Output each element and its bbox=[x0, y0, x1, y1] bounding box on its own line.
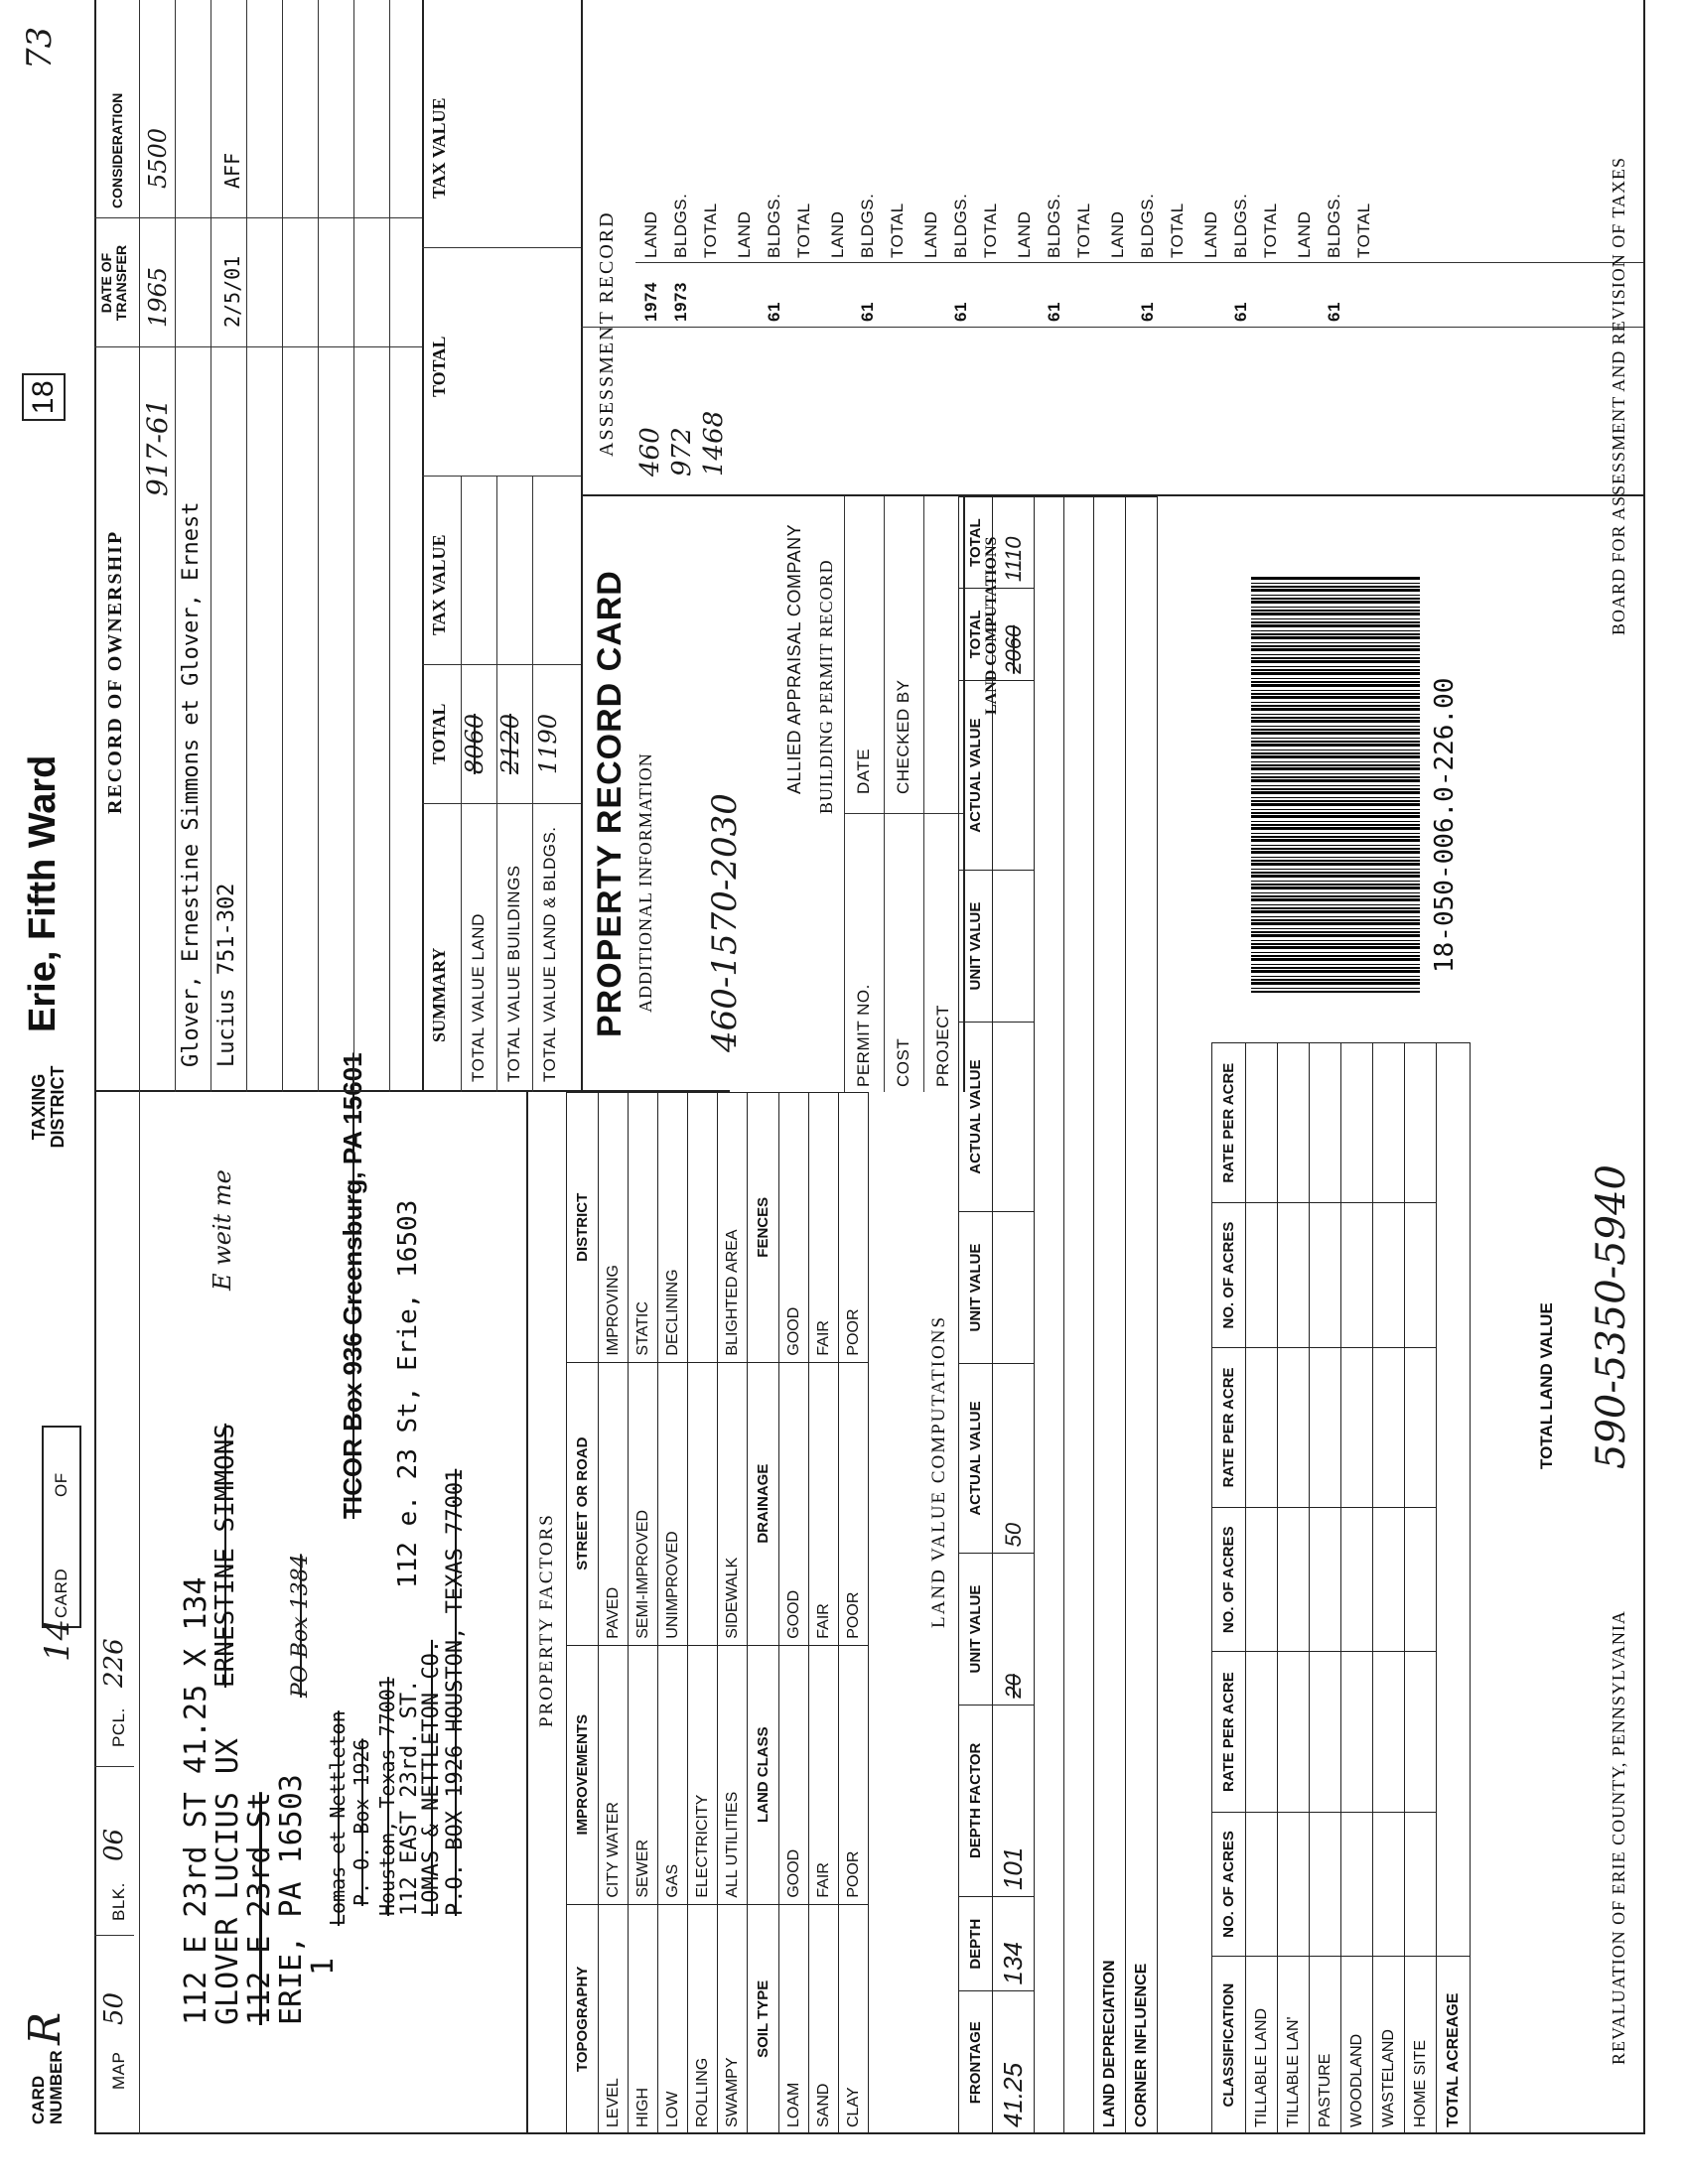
lv-depth: 134 bbox=[993, 1897, 1035, 1991]
owner-line: P. O. Box 1926 bbox=[350, 1738, 373, 1906]
lv-cell bbox=[993, 680, 1035, 871]
summary-total-label: TOTAL bbox=[429, 703, 449, 764]
drainage-item: FAIR bbox=[809, 1362, 839, 1645]
class-col-rate: RATE PER ACRE bbox=[1212, 1347, 1246, 1507]
parcel-barcode bbox=[1251, 576, 1420, 993]
class-col-rate: RATE PER ACRE bbox=[1212, 1652, 1246, 1812]
property-factors-table bbox=[566, 1092, 869, 2134]
summary-row-total: 2120 bbox=[496, 713, 524, 774]
right-total-label: TOTAL bbox=[429, 336, 449, 397]
blk-label: BLK. bbox=[109, 1882, 128, 1921]
class-item: WOODLAND bbox=[1341, 1957, 1373, 2134]
district-item: STATIC bbox=[629, 1093, 658, 1363]
summary-tax-value-label: TAX VALUE bbox=[429, 534, 449, 635]
assessment-label: TOTAL bbox=[1261, 203, 1280, 258]
card-number-label: CARD NUMBER bbox=[29, 2050, 66, 2124]
corner-number: 73 bbox=[20, 26, 60, 69]
assessment-label: TOTAL bbox=[981, 203, 1000, 258]
record-card-title: PROPERTY RECORD CARD bbox=[591, 570, 629, 1037]
fences-item: POOR bbox=[839, 1093, 869, 1363]
district-item: BLIGHTED AREA bbox=[718, 1093, 748, 1363]
checked-by-label: CHECKED BY bbox=[894, 679, 912, 794]
additional-info-handwritten: 460-1570-2030 bbox=[705, 793, 745, 1052]
lv-col-depth: DEPTH bbox=[959, 1897, 993, 1991]
class-col-acres: NO. OF ACRES bbox=[1212, 1508, 1246, 1653]
blk-value: 06 bbox=[99, 1828, 129, 1861]
assessment-year: 61 bbox=[1231, 302, 1250, 322]
street-item: PAVED bbox=[599, 1362, 629, 1645]
soil-type-header: SOIL TYPE bbox=[748, 1904, 779, 2133]
land-depreciation-label: LAND DEPRECIATION bbox=[1094, 497, 1126, 2134]
land-computations-label: LAND COMPUTATIONS bbox=[983, 536, 1000, 715]
assessment-rows bbox=[635, 0, 1643, 328]
of-label: OF bbox=[52, 1472, 70, 1497]
assessment-handwritten: 1468 bbox=[699, 410, 729, 477]
permit-date-label: DATE bbox=[854, 748, 873, 794]
assessment-label: LAND bbox=[921, 210, 940, 258]
class-item: PASTURE bbox=[1310, 1957, 1341, 2134]
lv-col-actual-value: ACTUAL VALUE bbox=[959, 680, 993, 871]
class-item: WASTELAND bbox=[1373, 1957, 1405, 2134]
lv-col-total: TOTAL bbox=[959, 497, 993, 589]
assessment-label: LAND bbox=[1295, 210, 1314, 258]
date-of-transfer-label: DATE OF TRANSFER bbox=[98, 244, 129, 322]
footer-handwritten: 590-5350-5940 bbox=[1589, 1164, 1634, 1469]
assessment-year: 1973 bbox=[671, 282, 690, 322]
class-item: TILLABLE LAND bbox=[1246, 1957, 1278, 2134]
assessment-label: BLDGS. bbox=[1325, 193, 1343, 258]
summary-row-label: TOTAL VALUE BUILDINGS bbox=[504, 865, 523, 1082]
lv-col-depth-factor: DEPTH FACTOR bbox=[959, 1705, 993, 1896]
assessment-year: 61 bbox=[765, 302, 783, 322]
lv-cell bbox=[993, 1022, 1035, 1212]
land-class-header: LAND CLASS bbox=[748, 1645, 779, 1904]
assessment-label: LAND bbox=[1201, 210, 1220, 258]
district-item: IMPROVING bbox=[599, 1093, 629, 1363]
lv-blank-row bbox=[1035, 497, 1064, 2134]
land-class-item: GOOD bbox=[779, 1645, 809, 1904]
assessment-label: LAND bbox=[1108, 210, 1127, 258]
ownership-title: RECORD OF OWNERSHIP bbox=[104, 529, 126, 814]
owner-line: 112 EAST 23rd. ST. bbox=[397, 1679, 422, 1916]
map-value: 50 bbox=[99, 1991, 129, 2025]
class-col-acres: NO. OF ACRES bbox=[1212, 1812, 1246, 1957]
fences-item: FAIR bbox=[809, 1093, 839, 1363]
soil-type-item: SAND bbox=[809, 1904, 839, 2133]
ownership-row-date: 2/5/01 bbox=[220, 255, 244, 328]
assessment-label: BLDGS. bbox=[858, 193, 877, 258]
additional-info-label: ADDITIONAL INFORMATION bbox=[635, 752, 655, 1013]
ownership-row-name: Lucius 751-302 bbox=[214, 883, 239, 1067]
summary-row-label: TOTAL VALUE LAND & BLDGS. bbox=[540, 826, 559, 1082]
owner-line: ERIE, PA 16503 bbox=[274, 1774, 309, 2025]
lv-col-unit-value: UNIT VALUE bbox=[959, 1212, 993, 1363]
street-item: SIDEWALK bbox=[718, 1362, 748, 1645]
lv-actual-value: 50 bbox=[993, 1363, 1035, 1554]
assessment-handwritten: 460 bbox=[635, 427, 665, 477]
improvements-item: SEWER bbox=[629, 1645, 658, 1904]
assessment-year: 61 bbox=[1325, 302, 1343, 322]
lv-cell bbox=[993, 871, 1035, 1022]
assessment-label: BLDGS. bbox=[671, 193, 690, 258]
project-label: PROJECT bbox=[933, 1005, 952, 1087]
fences-header: FENCES bbox=[748, 1093, 779, 1363]
total-land-value-label: TOTAL LAND VALUE bbox=[1537, 1302, 1556, 1469]
owner-line: ERNESTINE SIMMONS bbox=[210, 1423, 240, 1688]
ownership-row-name: 917-61 bbox=[141, 398, 174, 496]
assessment-year: 61 bbox=[1138, 302, 1157, 322]
class-col-rate: RATE PER ACRE bbox=[1212, 1043, 1246, 1203]
boxed-number-value: 18 bbox=[27, 379, 60, 415]
improvements-item: CITY WATER bbox=[599, 1645, 629, 1904]
lv-blank-row bbox=[1064, 497, 1094, 2134]
topography-item: HIGH bbox=[629, 1904, 658, 2133]
lv-total: 1110 bbox=[993, 497, 1035, 589]
map-label: MAP bbox=[109, 2051, 128, 2090]
assessment-label: BLDGS. bbox=[1138, 193, 1157, 258]
card-box-value: 14 bbox=[38, 1618, 77, 1662]
topography-header: TOPOGRAPHY bbox=[567, 1904, 599, 2133]
drainage-item: GOOD bbox=[779, 1362, 809, 1645]
assessment-label: TOTAL bbox=[1168, 203, 1187, 258]
improvements-header: IMPROVEMENTS bbox=[567, 1645, 599, 1904]
owner-line: 1 bbox=[306, 1957, 341, 1976]
assessment-label: BLDGS. bbox=[765, 193, 783, 258]
ownership-row-date: 1965 bbox=[144, 266, 172, 328]
district-item: DECLINING bbox=[658, 1093, 688, 1363]
assessment-label: TOTAL bbox=[794, 203, 813, 258]
card-number-value: R bbox=[20, 2011, 70, 2045]
assessment-label: LAND bbox=[735, 210, 754, 258]
owner-line: LOMAS & NETTLETON CO. bbox=[419, 1639, 444, 1916]
footer-right: BOARD FOR ASSESSMENT AND REVISION OF TAXES bbox=[1609, 157, 1628, 635]
lv-frontage: 41.25 bbox=[993, 1991, 1035, 2134]
improvements-item: ALL UTILITIES bbox=[718, 1645, 748, 1904]
permit-cost-label: COST bbox=[894, 1037, 912, 1087]
assessment-label: TOTAL bbox=[1074, 203, 1093, 258]
drainage-item: POOR bbox=[839, 1362, 869, 1645]
owner-handwritten: E weit me bbox=[209, 1169, 236, 1291]
appraisal-company: ALLIED APPRAISAL COMPANY bbox=[784, 523, 804, 794]
taxing-district-value: Erie, Fifth Ward bbox=[22, 754, 64, 1032]
fences-item: GOOD bbox=[779, 1093, 809, 1363]
district-header: DISTRICT bbox=[567, 1093, 599, 1363]
assessment-label: TOTAL bbox=[701, 203, 720, 258]
land-class-item: FAIR bbox=[809, 1645, 839, 1904]
class-col-classification: CLASSIFICATION bbox=[1212, 1957, 1246, 2134]
lv-cell bbox=[993, 1212, 1035, 1363]
lv-col-frontage: FRONTAGE bbox=[959, 1991, 993, 2134]
owner-line: Houston, Texas 77001 bbox=[375, 1677, 399, 1916]
assessment-label: TOTAL bbox=[888, 203, 907, 258]
district-item bbox=[688, 1093, 718, 1363]
footer-left: REVALUATION OF ERIE COUNTY, PENNSYLVANIA bbox=[1609, 1610, 1628, 2065]
soil-type-item: LOAM bbox=[779, 1904, 809, 2133]
lv-total: 2060 bbox=[993, 589, 1035, 681]
taxing-district-label: TAXING DISTRICT bbox=[29, 1065, 68, 1149]
ownership-row-consideration: 5500 bbox=[144, 127, 172, 189]
summary-title: SUMMARY bbox=[429, 947, 449, 1042]
boxed-number bbox=[22, 373, 66, 421]
owner-line: 112 e. 23 St, Erie, 16503 bbox=[393, 1199, 423, 1588]
pcl-label: PCL. bbox=[109, 1707, 128, 1747]
topography-item: SWAMPY bbox=[718, 1904, 748, 2133]
assessment-label: LAND bbox=[828, 210, 847, 258]
land-class-item: POOR bbox=[839, 1645, 869, 1904]
permit-no-label: PERMIT NO. bbox=[854, 984, 873, 1087]
owner-line: P.O. BOX 1926 HOUSTON, TEXAS 77001 bbox=[443, 1468, 468, 1916]
street-header: STREET OR ROAD bbox=[567, 1362, 599, 1645]
corner-influence-label: CORNER INFLUENCE bbox=[1126, 497, 1158, 2134]
consideration-label: CONSIDERATION bbox=[109, 92, 125, 208]
land-value-title: LAND VALUE COMPUTATIONS bbox=[928, 1314, 949, 1628]
ownership-row-consideration: AFF bbox=[220, 152, 244, 189]
ownership-row-name: Glover, Ernestine Simmons et Glover, Ernest bbox=[179, 501, 204, 1067]
permit-record-label: BUILDING PERMIT RECORD bbox=[816, 559, 836, 814]
pcl-value: 226 bbox=[99, 1638, 129, 1688]
class-item: TILLABLE LAN' bbox=[1278, 1957, 1310, 2134]
assessment-label: TOTAL bbox=[1354, 203, 1373, 258]
summary-row-total: 1190 bbox=[534, 713, 562, 774]
barcode-text: 18-050-006.0-226.00 bbox=[1430, 677, 1460, 973]
assessment-year: 61 bbox=[1045, 302, 1063, 322]
assessment-label: BLDGS. bbox=[1045, 193, 1063, 258]
assessment-year: 1974 bbox=[641, 282, 660, 322]
summary-row-label: TOTAL VALUE LAND bbox=[469, 913, 488, 1082]
owner-line: Lomas et Nettleton bbox=[326, 1710, 350, 1926]
class-item: HOME SITE bbox=[1405, 1957, 1437, 2134]
lv-col-actual-value: ACTUAL VALUE bbox=[959, 1363, 993, 1554]
topography-item: LEVEL bbox=[599, 1904, 629, 2133]
assessment-year: 61 bbox=[951, 302, 970, 322]
assessment-year: 61 bbox=[858, 302, 877, 322]
improvements-item: GAS bbox=[658, 1645, 688, 1904]
total-acreage-label: TOTAL ACREAGE bbox=[1437, 1957, 1471, 2134]
owner-line: 112 E 23rd St bbox=[242, 1792, 277, 2025]
land-value-table bbox=[958, 496, 1158, 2134]
class-col-acres: NO. OF ACRES bbox=[1212, 1203, 1246, 1348]
lv-unit-value: 20 bbox=[993, 1554, 1035, 1705]
classification-table bbox=[1211, 1042, 1471, 2134]
lv-col-actual-value: ACTUAL VALUE bbox=[959, 1022, 993, 1212]
street-item: UNIMPROVED bbox=[658, 1362, 688, 1645]
owner-line: GLOVER LUCIUS UX bbox=[210, 1738, 245, 2025]
owner-line: 112 E 23rd ST 41.25 X 134 bbox=[179, 1576, 213, 2025]
property-factors-title: PROPERTY FACTORS bbox=[536, 1513, 557, 1727]
card-box bbox=[38, 1426, 81, 1662]
assessment-label: LAND bbox=[1015, 210, 1034, 258]
soil-type-item: CLAY bbox=[839, 1904, 869, 2133]
owner-line: TICOR Box 936 Greensburg, PA 15601 bbox=[338, 1052, 367, 1519]
lv-depth-factor: 101 bbox=[993, 1705, 1035, 1896]
drainage-header: DRAINAGE bbox=[748, 1362, 779, 1645]
lv-col-total: TOTAL bbox=[959, 589, 993, 681]
owner-handwritten: PO Box 1384 bbox=[288, 1554, 313, 1698]
assessment-label: BLDGS. bbox=[1231, 193, 1250, 258]
topography-item: ROLLING bbox=[688, 1904, 718, 2133]
right-tax-value-label: TAX VALUE bbox=[429, 97, 449, 199]
street-item: SEMI-IMPROVED bbox=[629, 1362, 658, 1645]
topography-item: LOW bbox=[658, 1904, 688, 2133]
assessment-handwritten: 972 bbox=[667, 427, 697, 477]
summary-row-total: 8060 bbox=[461, 713, 489, 774]
lv-col-unit-value: UNIT VALUE bbox=[959, 1554, 993, 1705]
card-box-label: CARD bbox=[52, 1568, 70, 1618]
street-item bbox=[688, 1362, 718, 1645]
lv-col-unit-value: UNIT VALUE bbox=[959, 871, 993, 1022]
owner-address-block bbox=[149, 1052, 526, 2115]
assessment-label: LAND bbox=[641, 210, 660, 258]
assessment-label: BLDGS. bbox=[951, 193, 970, 258]
improvements-item: ELECTRICITY bbox=[688, 1645, 718, 1904]
assessment-title: ASSESSMENT RECORD bbox=[596, 210, 618, 457]
